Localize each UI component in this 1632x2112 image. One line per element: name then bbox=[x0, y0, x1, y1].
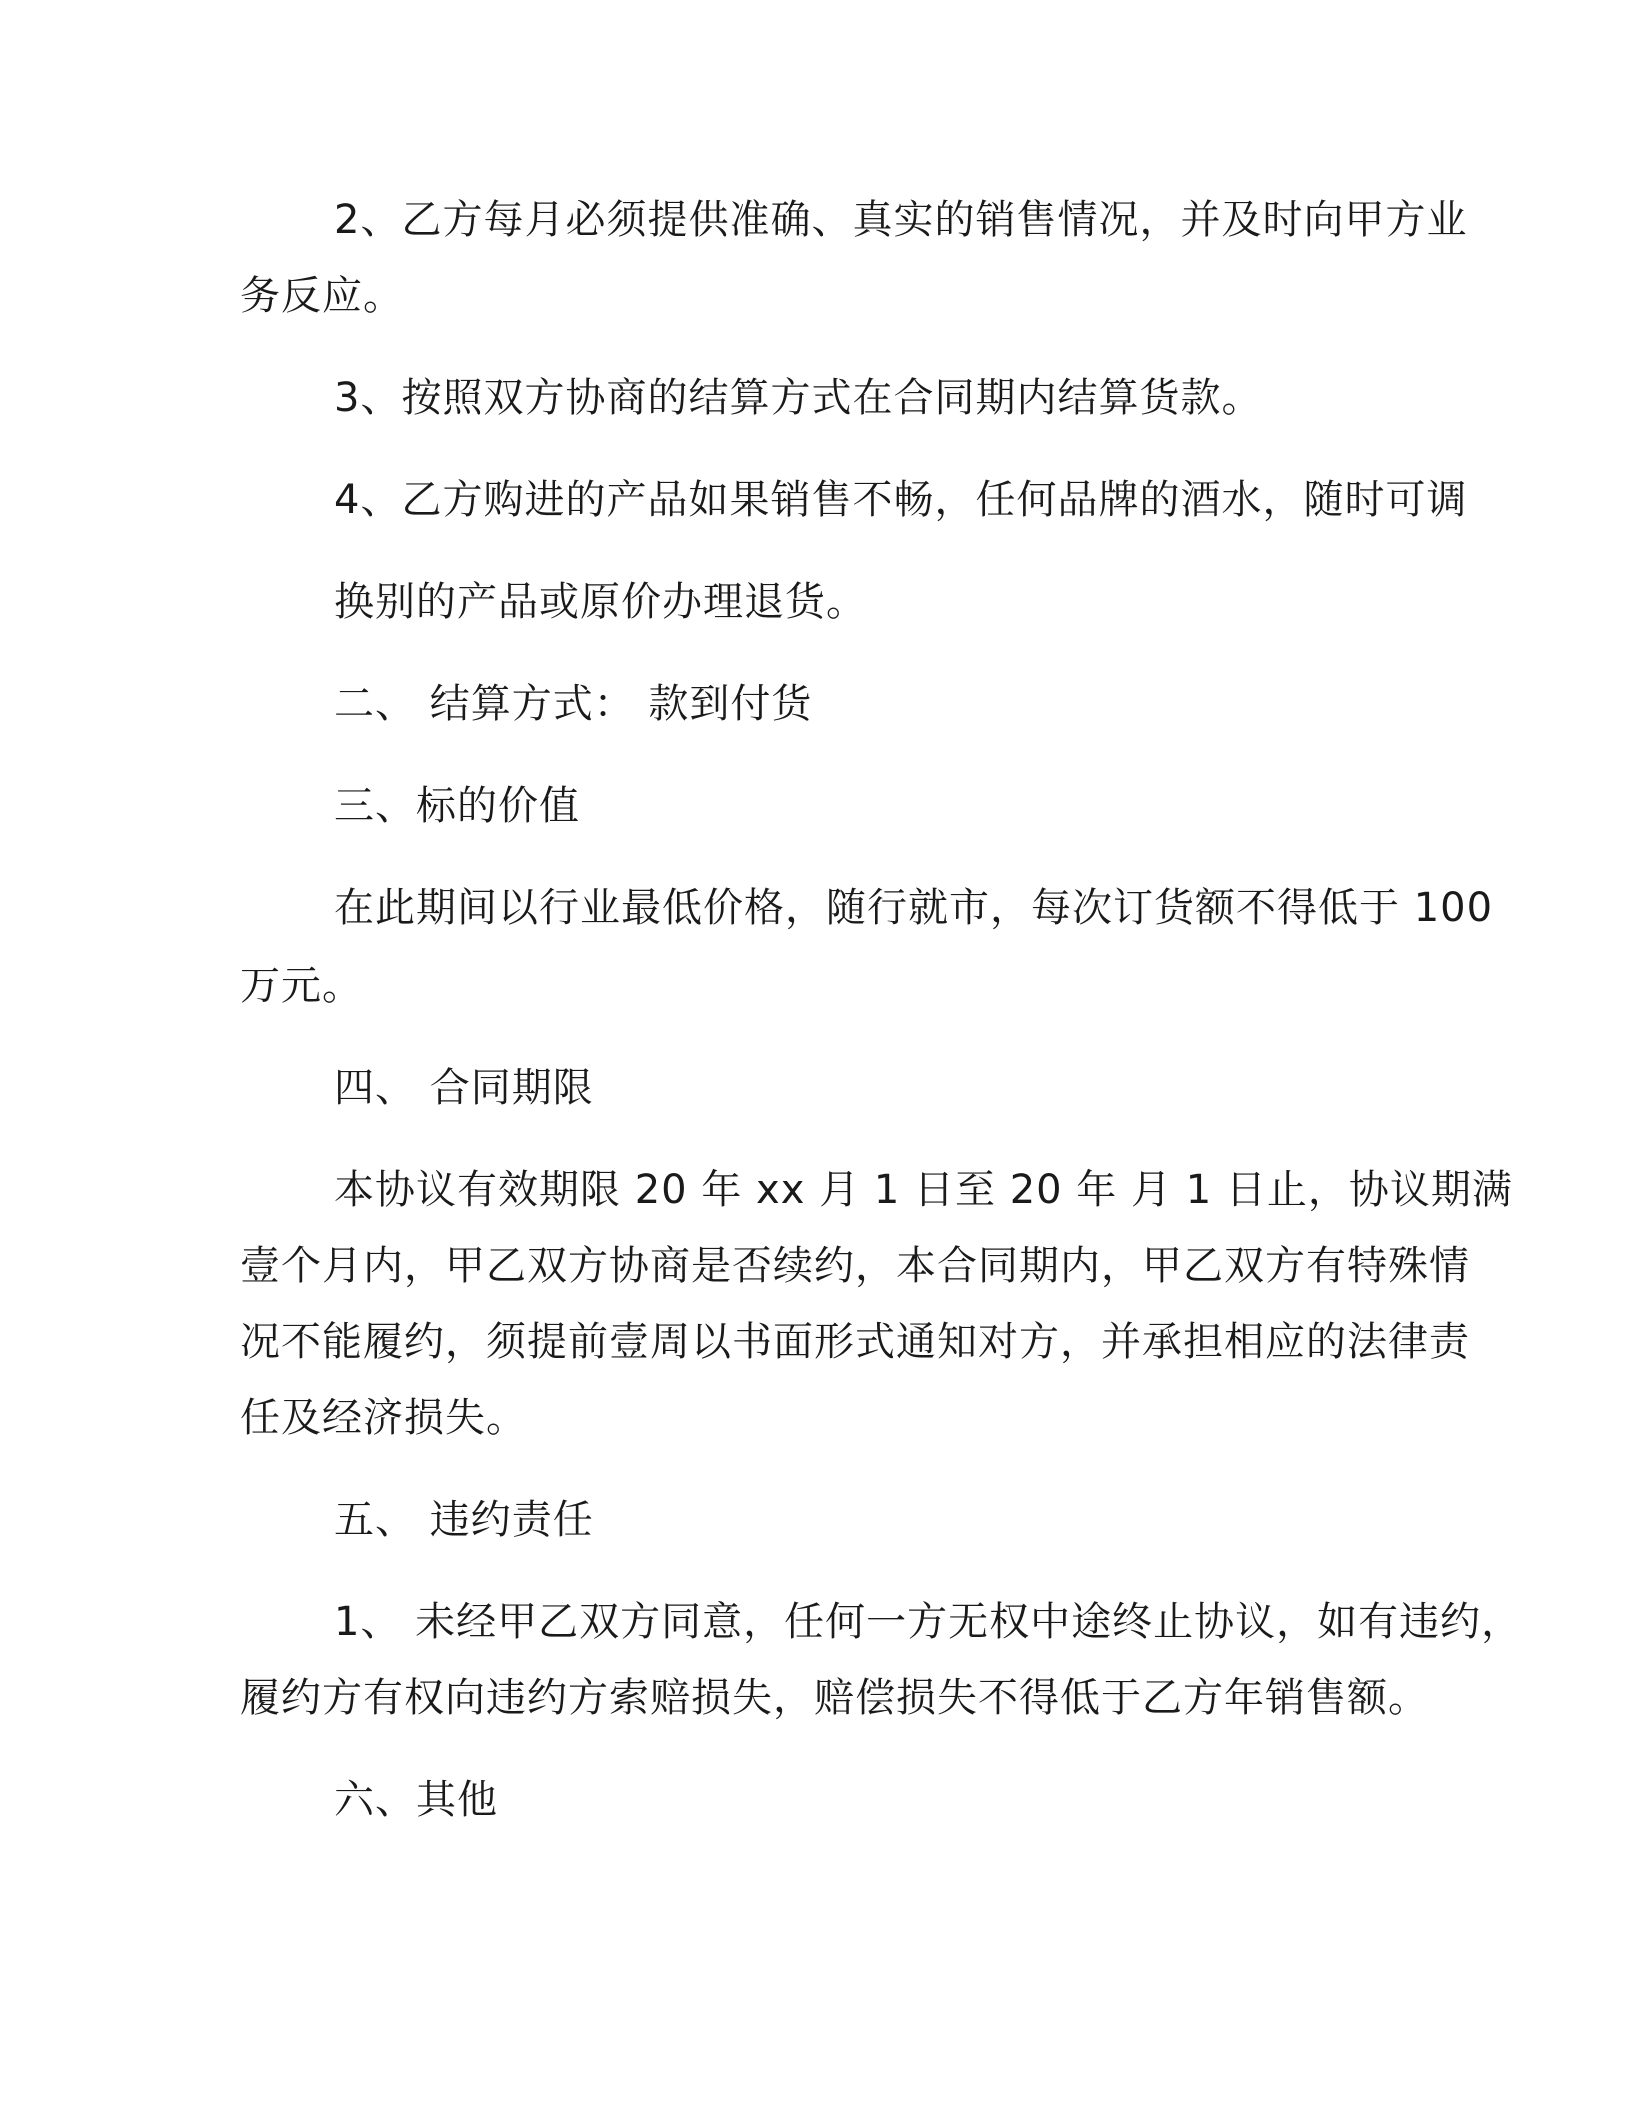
section-4-body-line-2: 壹个月内，甲乙双方协商是否续约，本合同期内，甲乙双方有特殊情 bbox=[240, 1243, 1470, 1289]
section-3-body-line-2: 万元。 bbox=[240, 963, 363, 1009]
clause-1-3: 3、按照双方协商的结算方式在合同期内结算货款。 bbox=[334, 375, 1263, 421]
clause-1-2-line-1: 2、乙方每月必须提供准确、真实的销售情况，并及时向甲方业 bbox=[334, 197, 1468, 243]
section-4-body-line-4: 任及经济损失。 bbox=[240, 1395, 527, 1441]
section-4-body-line-3: 况不能履约，须提前壹周以书面形式通知对方，并承担相应的法律责 bbox=[240, 1319, 1470, 1365]
section-5-clause-1-line-1: 1、 未经甲乙双方同意，任何一方无权中途终止协议，如有违约， bbox=[334, 1599, 1523, 1645]
section-3-body-line-1: 在此期间以行业最低价格，随行就市，每次订货额不得低于 100 bbox=[334, 885, 1494, 931]
section-5-heading: 五、 违约责任 bbox=[334, 1497, 594, 1543]
section-4-heading: 四、 合同期限 bbox=[334, 1065, 594, 1111]
section-4-body-line-1: 本协议有效期限 20 年 xx 月 1 日至 20 年 月 1 日止，协议期满 bbox=[334, 1167, 1513, 1213]
section-5-clause-1-line-2: 履约方有权向违约方索赔损失，赔偿损失不得低于乙方年销售额。 bbox=[240, 1675, 1429, 1721]
section-3-heading: 三、标的价值 bbox=[334, 783, 580, 829]
section-2-heading: 二、 结算方式： 款到付货 bbox=[334, 681, 813, 727]
clause-1-2-line-2: 务反应。 bbox=[240, 273, 404, 319]
section-6-heading: 六、其他 bbox=[334, 1777, 498, 1823]
clause-1-4-line-2: 换别的产品或原价办理退货。 bbox=[334, 579, 867, 625]
clause-1-4-line-1: 4、乙方购进的产品如果销售不畅，任何品牌的酒水，随时可调 bbox=[334, 477, 1468, 523]
